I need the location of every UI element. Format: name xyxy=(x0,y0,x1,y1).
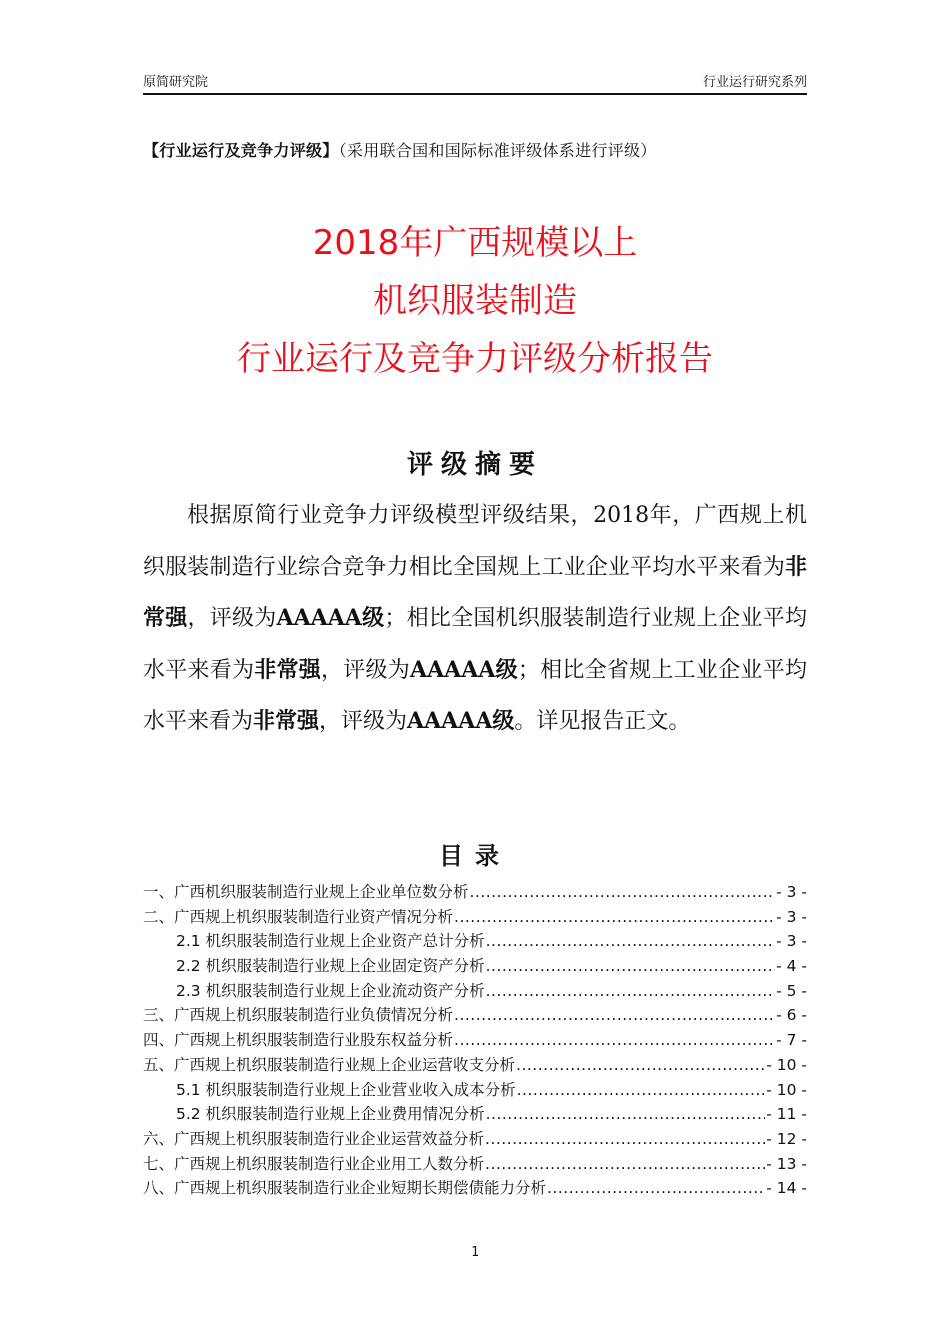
toc-label: 六、广西规上机织服装制造行业企业运营效益分析 xyxy=(143,1129,485,1148)
toc-entry[interactable] xyxy=(143,1152,807,1177)
toc-label: 五、广西规上机织服装制造行业规上企业运营收支分析 xyxy=(143,1055,516,1074)
toc-leader xyxy=(547,1179,765,1197)
toc-entry[interactable] xyxy=(143,1176,807,1201)
rating-grade: AAAAA级 xyxy=(410,656,518,683)
title-line-1: 2018年广西规模以上 xyxy=(312,223,638,263)
toc-leader xyxy=(454,1006,775,1024)
toc-label: 2.3 机织服装制造行业规上企业流动资产分析 xyxy=(176,981,485,1000)
toc-leader xyxy=(485,1155,765,1173)
toc-leader xyxy=(485,1130,765,1148)
toc-leader xyxy=(486,1105,766,1123)
toc-leader xyxy=(517,1081,766,1099)
toc-label: 三、广西规上机织服装制造行业负债情况分析 xyxy=(143,1006,454,1025)
toc-label: 七、广西规上机织服装制造行业企业用工人数分析 xyxy=(143,1154,485,1173)
toc-leader xyxy=(486,957,776,975)
summary-body xyxy=(143,490,807,748)
summary-text: ，评级为 xyxy=(187,606,277,631)
toc-page: - 14 - xyxy=(766,1179,807,1198)
toc-entry[interactable] xyxy=(143,1003,807,1028)
summary-paragraph xyxy=(143,490,807,748)
header-series: 行业运行研究系列 xyxy=(702,75,807,90)
rating-strength: 非常强 xyxy=(253,708,320,734)
rating-tag-bold: 【行业运行及竞争力评级】 xyxy=(143,141,339,160)
toc-leader xyxy=(516,1056,765,1074)
toc-page: - 7 - xyxy=(776,1031,807,1050)
toc-label: 2.2 机织服装制造行业规上企业固定资产分析 xyxy=(176,957,485,976)
toc-page: - 3 - xyxy=(776,932,807,951)
toc-label: 一、广西机织服装制造行业规上企业单位数分析 xyxy=(143,883,469,901)
toc-entry[interactable] xyxy=(143,880,807,905)
summary-text: ；相比全国机织服装制造行业规上企业平均水平来看为 xyxy=(143,606,807,683)
rating-strength: 非常强 xyxy=(143,553,807,631)
toc-entry[interactable] xyxy=(143,905,807,930)
page-header xyxy=(143,66,807,95)
toc-page: - 12 - xyxy=(766,1129,807,1148)
toc-leader xyxy=(486,932,776,950)
title-line-2: 机织服装制造 xyxy=(373,281,577,321)
toc-leader xyxy=(470,883,776,901)
table-of-contents xyxy=(143,880,807,1201)
rating-tag-note: （采用联合国和国际标准评级体系进行评级） xyxy=(338,141,657,160)
toc-label: 2.1 机织服装制造行业规上企业资产总计分析 xyxy=(176,932,485,951)
summary-heading: 评级摘要 xyxy=(406,450,543,480)
toc-label: 5.1 机织服装制造行业规上企业营业收入成本分析 xyxy=(176,1080,516,1099)
toc-label: 5.2 机织服装制造行业规上企业费用情况分析 xyxy=(176,1105,485,1124)
report-title xyxy=(0,214,950,388)
toc-page: - 10 - xyxy=(766,1055,807,1074)
toc-page: - 11 - xyxy=(766,1105,807,1124)
toc-page: - 6 - xyxy=(776,1006,807,1025)
toc-label: 四、广西规上机织服装制造行业股东权益分析 xyxy=(143,1031,454,1050)
rating-grade: AAAAA级 xyxy=(276,605,385,631)
toc-entry[interactable] xyxy=(143,929,807,954)
toc-entry[interactable] xyxy=(143,1127,807,1152)
toc-entry[interactable] xyxy=(143,1028,807,1053)
summary-text: 根据原简行业竞争力评级模型评级结果，2018年，广西规上机织服装制造行业综合竞争力相比全国规上工业企业平均水平来看为 xyxy=(143,503,807,580)
title-line-3: 行业运行及竞争力评级分析报告 xyxy=(237,339,713,379)
toc-entry[interactable] xyxy=(143,979,807,1004)
toc-page: - 10 - xyxy=(766,1080,807,1099)
summary-text: ；相比全省规上工业企业平均水平来看为 xyxy=(143,657,807,734)
page-number: 1 xyxy=(471,1245,479,1260)
toc-label: 二、广西规上机织服装制造行业资产情况分析 xyxy=(143,907,454,926)
toc-page: - 3 - xyxy=(776,883,807,901)
toc-entry[interactable] xyxy=(143,1053,807,1078)
rating-tag xyxy=(143,138,657,161)
toc-heading: 目录 xyxy=(439,842,511,870)
rating-strength: 非常强 xyxy=(254,656,322,683)
toc-entry[interactable] xyxy=(143,1102,807,1127)
summary-text: 。详见报告正文。 xyxy=(514,709,691,734)
toc-page: - 3 - xyxy=(776,907,807,926)
toc-leader xyxy=(454,908,775,926)
toc-entry[interactable] xyxy=(143,1078,807,1103)
toc-page: - 4 - xyxy=(776,957,807,976)
toc-page: - 5 - xyxy=(776,981,807,1000)
rating-grade: AAAAA级 xyxy=(407,708,515,734)
header-org: 原简研究院 xyxy=(143,75,209,90)
toc-page: - 13 - xyxy=(766,1154,807,1173)
toc-leader xyxy=(486,982,776,1000)
toc-entry[interactable] xyxy=(143,954,807,979)
toc-label: 八、广西规上机织服装制造行业企业短期长期偿债能力分析 xyxy=(143,1179,547,1198)
toc-leader xyxy=(454,1031,775,1049)
summary-text: ，评级为 xyxy=(321,657,411,683)
summary-text: ，评级为 xyxy=(319,709,408,734)
